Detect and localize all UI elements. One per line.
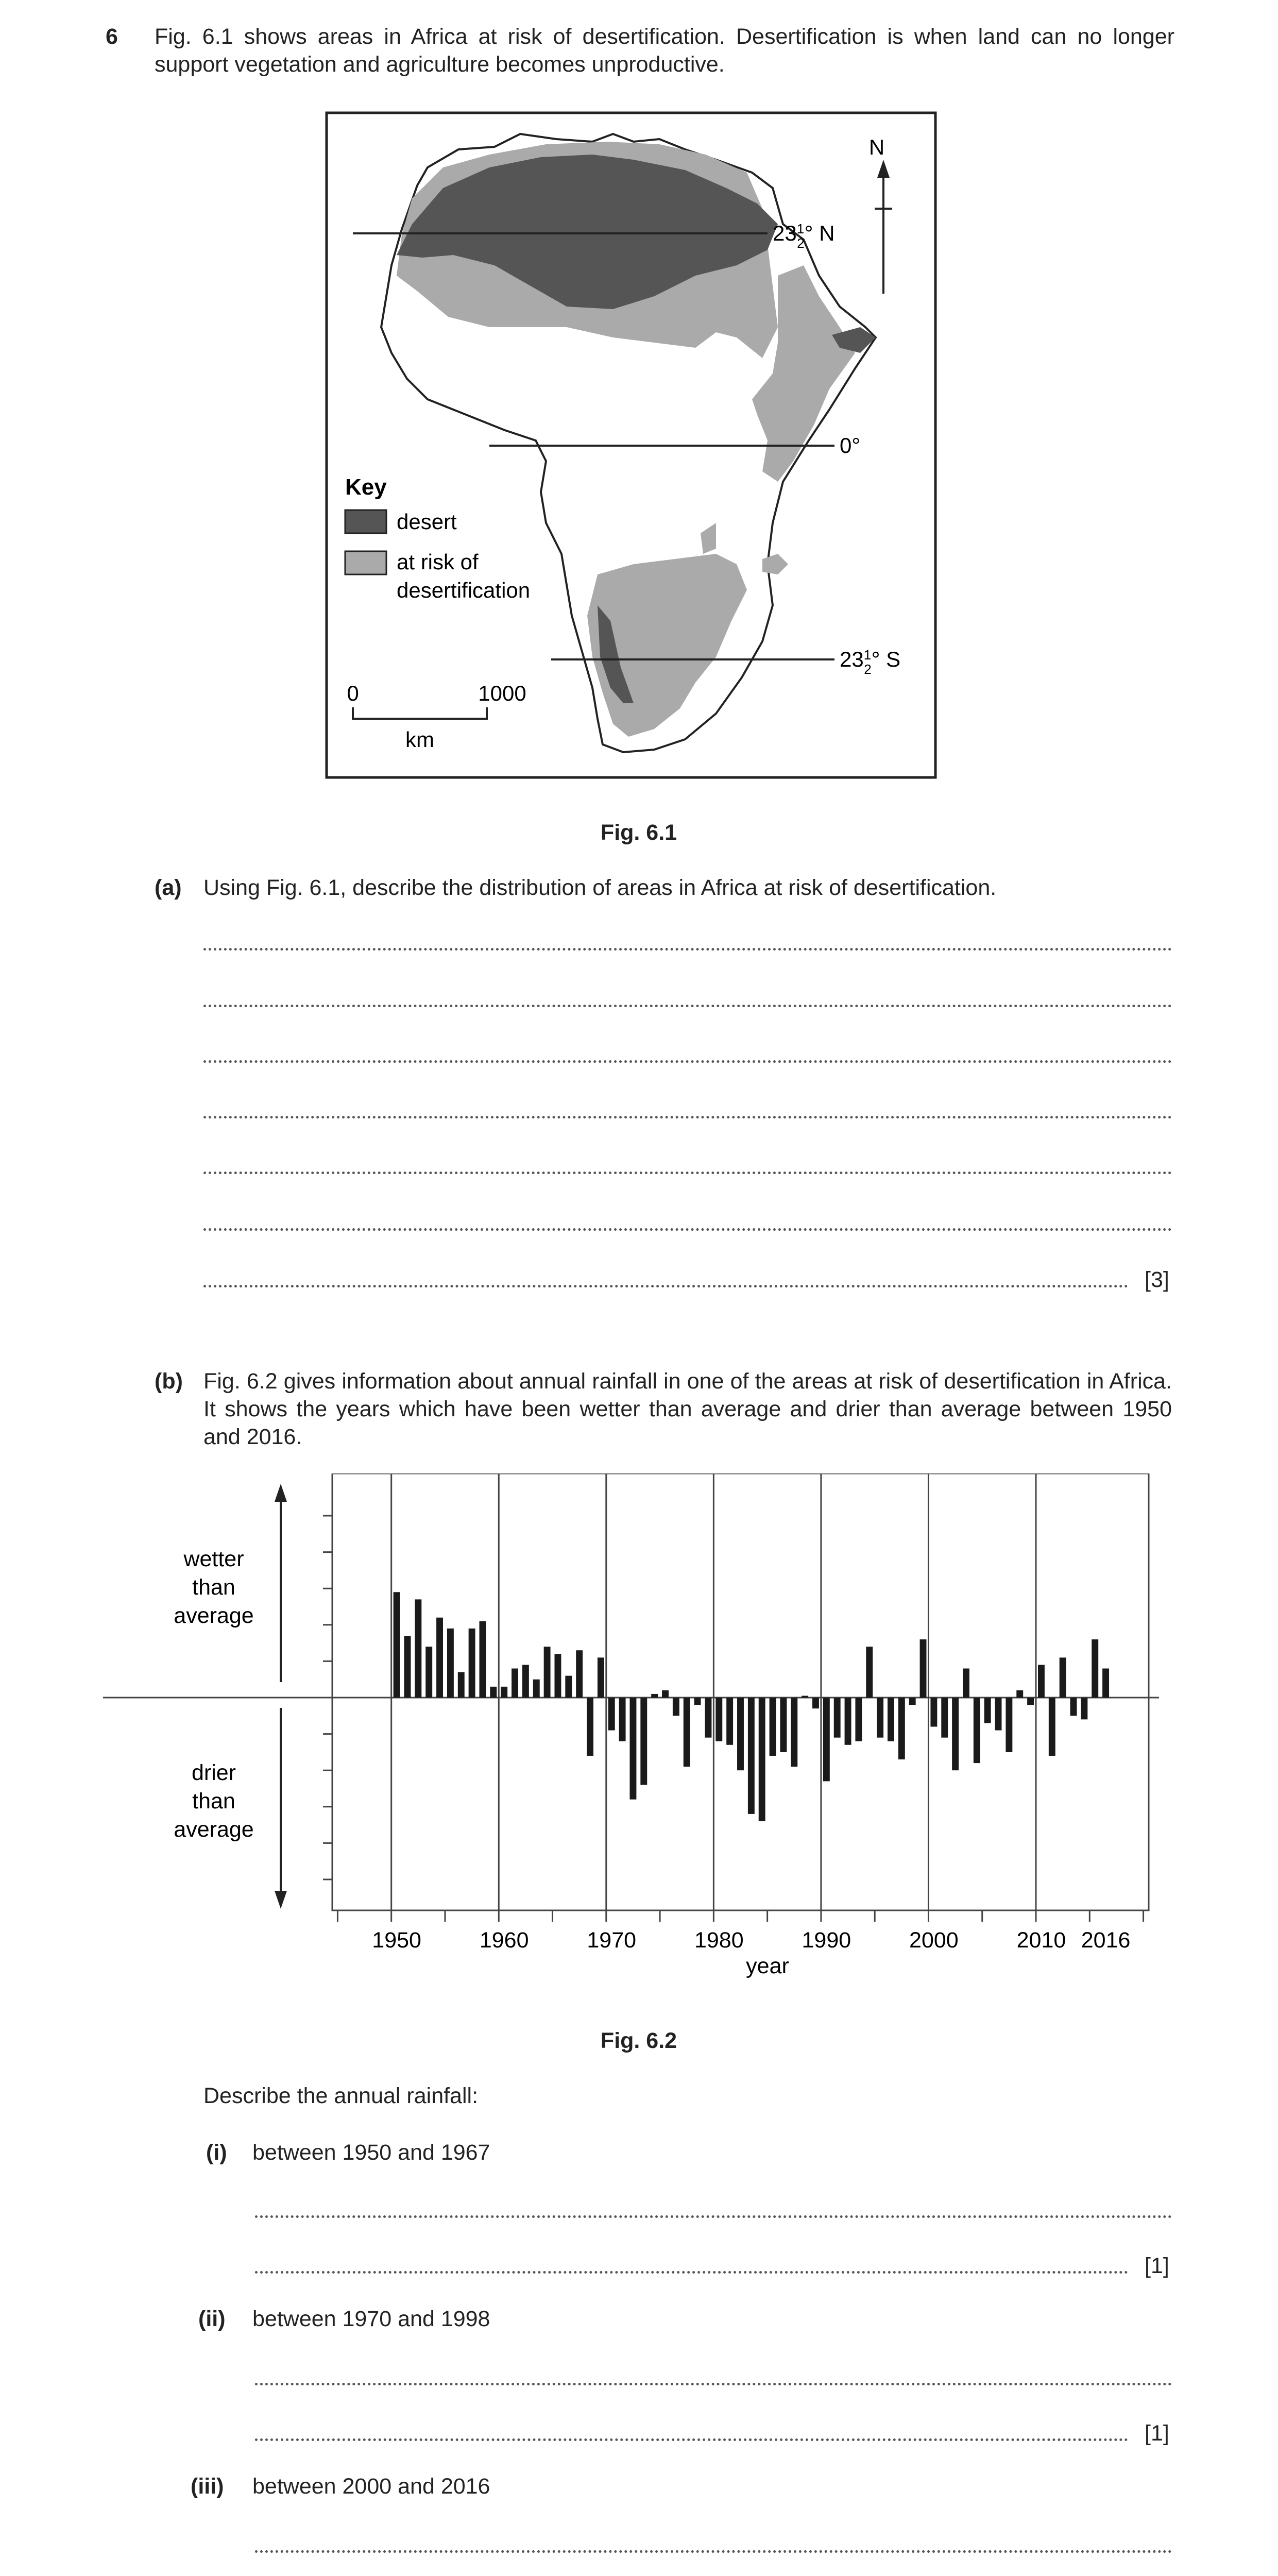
chart-grid <box>103 1473 1159 1910</box>
answer-line[interactable] <box>255 2215 1172 2218</box>
rainfall-bar <box>845 1698 851 1745</box>
rainfall-bar <box>930 1698 937 1726</box>
rainfall-bar <box>662 1690 669 1698</box>
rainfall-bar <box>866 1647 873 1698</box>
chart-bars <box>394 1592 1109 1821</box>
subpart-ii-text: between 1970 and 1998 <box>252 2307 490 2331</box>
rainfall-bar <box>1038 1665 1045 1698</box>
rainfall-bar <box>984 1698 991 1723</box>
key-title: Key <box>345 474 387 500</box>
answer-line[interactable] <box>255 2550 1172 2553</box>
rainfall-bar <box>684 1698 690 1767</box>
subpart-i-label: (i) <box>206 2140 227 2165</box>
rainfall-bar <box>715 1698 722 1741</box>
answer-line[interactable] <box>203 1285 1128 1287</box>
answer-line[interactable] <box>203 1172 1172 1174</box>
rainfall-bar <box>898 1698 905 1759</box>
rainfall-bar <box>651 1694 658 1698</box>
rainfall-bar <box>941 1698 948 1738</box>
rainfall-bar <box>1070 1698 1077 1716</box>
rainfall-bar <box>952 1698 959 1770</box>
rainfall-bar <box>1016 1690 1023 1698</box>
rainfall-bar <box>425 1647 432 1698</box>
x-tick-label: 2000 <box>909 1928 959 1953</box>
part-a-marks: [3] <box>1145 1267 1169 1292</box>
rainfall-bar <box>834 1698 841 1738</box>
scale-max: 1000 <box>478 681 526 705</box>
fig61-caption: Fig. 6.1 <box>600 820 677 845</box>
rainfall-bar <box>877 1698 883 1738</box>
rainfall-bar <box>737 1698 744 1770</box>
rainfall-bar <box>447 1629 454 1698</box>
answer-line[interactable] <box>203 1228 1172 1231</box>
scale-zero: 0 <box>347 681 359 705</box>
rainfall-bar <box>1006 1698 1012 1752</box>
rainfall-bar <box>436 1618 443 1698</box>
question-number: 6 <box>106 24 118 49</box>
x-axis-label: year <box>746 1954 789 1978</box>
rainfall-bar <box>780 1698 787 1752</box>
rainfall-bar <box>1081 1698 1087 1719</box>
part-b-text: Fig. 6.2 gives information about annual rainfall in one of the areas at risk of desertification in Africa. It shows the years which have been wetter than average and drier than average between 1950 and 2016. <box>203 1369 1172 1449</box>
x-tick-label: 1990 <box>802 1928 851 1953</box>
answer-line[interactable] <box>203 1116 1172 1118</box>
rainfall-bar <box>458 1672 465 1698</box>
rainfall-bar <box>673 1698 679 1716</box>
rainfall-bar <box>480 1621 486 1698</box>
rainfall-bar <box>888 1698 894 1741</box>
rainfall-bar <box>995 1698 1002 1731</box>
key-desert-label: desert <box>397 510 457 534</box>
wetter-label-3: average <box>174 1603 254 1628</box>
rainfall-bar <box>608 1698 615 1731</box>
rainfall-bar <box>490 1687 497 1698</box>
x-tick-label: 1970 <box>587 1928 637 1953</box>
rainfall-bar <box>726 1698 733 1745</box>
rainfall-bar <box>1027 1698 1034 1705</box>
answer-line[interactable] <box>203 1005 1172 1007</box>
plot-frame <box>332 1473 1149 1910</box>
drier-label-2: than <box>192 1789 235 1814</box>
answer-line[interactable] <box>203 948 1172 951</box>
x-tick-label: 2010 <box>1016 1928 1066 1953</box>
rainfall-bar <box>823 1698 830 1781</box>
rainfall-bar <box>404 1636 411 1698</box>
rainfall-bar <box>963 1669 969 1698</box>
rainfall-bar <box>544 1647 551 1698</box>
north-label: N <box>868 135 885 159</box>
rainfall-bar <box>759 1698 765 1821</box>
rainfall-bar <box>554 1654 561 1698</box>
rainfall-bar <box>533 1680 540 1698</box>
rainfall-bar <box>1102 1669 1109 1698</box>
rainfall-bar <box>770 1698 776 1756</box>
answer-line[interactable] <box>203 1060 1172 1063</box>
x-tick-label: 2016 <box>1081 1928 1131 1953</box>
x-tick-label: 1950 <box>372 1928 421 1953</box>
africa-map <box>325 111 938 781</box>
rainfall-bar <box>576 1650 583 1698</box>
chart-ticks <box>323 1516 1144 1953</box>
rainfall-bar <box>629 1698 636 1800</box>
key-desert-swatch <box>345 510 386 533</box>
x-tick-label: 1980 <box>694 1928 744 1953</box>
answer-line[interactable] <box>255 2438 1128 2441</box>
rainfall-bar <box>598 1657 604 1698</box>
rainfall-bar <box>415 1599 421 1698</box>
part-b-label: (b) <box>155 1369 183 1394</box>
rainfall-bar <box>748 1698 755 1814</box>
key-risk-label-2: desertification <box>397 578 531 602</box>
rainfall-bar <box>512 1669 518 1698</box>
wetter-label-2: than <box>192 1575 235 1600</box>
rainfall-bar <box>501 1687 507 1698</box>
lat-south-label: $23^1$ 2° S <box>840 647 901 677</box>
answer-line[interactable] <box>255 2271 1128 2274</box>
part-a-label: (a) <box>155 875 182 900</box>
subpart-iii-label: (iii) <box>191 2474 224 2499</box>
part-a-text: Using Fig. 6.1, describe the distribution of areas in Africa at risk of desertification. <box>203 875 997 900</box>
rainfall-bar <box>565 1676 572 1698</box>
rainfall-bar <box>812 1698 819 1708</box>
rainfall-bar <box>640 1698 647 1785</box>
rainfall-bar <box>974 1698 980 1763</box>
rainfall-bar <box>394 1592 400 1698</box>
fig62-caption: Fig. 6.2 <box>600 2028 677 2053</box>
key-risk-label-1: at risk of <box>397 550 479 574</box>
rainfall-bar <box>522 1665 529 1698</box>
rainfall-bar <box>1049 1698 1055 1756</box>
rainfall-chart <box>0 1473 1278 1984</box>
lat-equator-label: 0° <box>840 433 861 457</box>
drier-label-3: average <box>174 1817 254 1842</box>
subpart-ii-marks: [1] <box>1145 2421 1169 2446</box>
rainfall-bar <box>802 1696 808 1698</box>
x-tick-label: 1960 <box>479 1928 529 1953</box>
rainfall-bar <box>855 1698 862 1741</box>
rainfall-bar <box>909 1698 916 1705</box>
rainfall-bar <box>1092 1639 1098 1698</box>
key-risk-swatch <box>345 551 386 574</box>
rainfall-bar <box>791 1698 797 1767</box>
rainfall-bar <box>619 1698 626 1741</box>
subpart-ii-label: (ii) <box>198 2307 226 2331</box>
answer-line[interactable] <box>255 2383 1172 2385</box>
question-intro: Fig. 6.1 shows areas in Africa at risk of desertification. Desertification is when land can no longer support vegetation and agriculture becomes unproductive. <box>155 24 1174 77</box>
lat-north-label: $23^1$ 2° N <box>773 221 835 251</box>
rainfall-bar <box>587 1698 593 1756</box>
wetter-label-1: wetter <box>183 1547 244 1571</box>
subpart-i-marks: [1] <box>1145 2253 1169 2278</box>
subpart-i-text: between 1950 and 1967 <box>252 2140 490 2165</box>
rainfall-bar <box>1060 1657 1066 1698</box>
rainfall-bar <box>920 1639 927 1698</box>
rainfall-bar <box>469 1629 475 1698</box>
drier-label-1: drier <box>191 1760 236 1785</box>
describe-text: Describe the annual rainfall: <box>203 2083 479 2108</box>
scale-unit: km <box>405 727 434 752</box>
rainfall-bar <box>705 1698 711 1738</box>
subpart-iii-text: between 2000 and 2016 <box>252 2474 490 2499</box>
rainfall-bar <box>694 1698 701 1705</box>
